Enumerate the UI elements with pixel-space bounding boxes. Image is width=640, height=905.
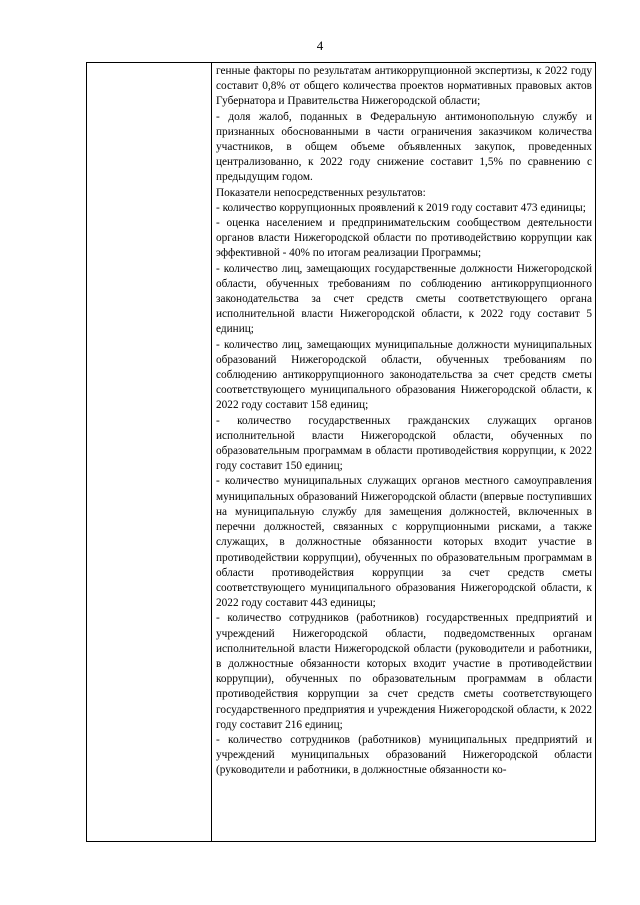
- paragraph: - количество муниципальных служащих органов местного самоуправления муниципальных образований Нижегородской области (впервые поступивших на муниципальную службу для замещения должностей, включенных в перечни должностей, связанных с коррупционными рисками, а также служащих, в должностные обязанности которых входит участие в противодействии коррупции), обученных по образовательным программам в области противодействия коррупции за счет средств сметы соответствующего муниципального образования Нижегородской области, к 2022 году составит 443 единицы;: [216, 475, 592, 610]
- paragraph: - количество лиц, замещающих муниципальные должности муниципальных образований Нижегородской области, обученных требованиям по соблюдению антикоррупционного законодательства за счет средств сметы соответствующего муниципального образования Нижегородской области, к 2022 году составит 158 единиц;: [216, 338, 592, 412]
- paragraph: - количество коррупционных проявлений к 2019 году составит 473 единицы;: [216, 201, 586, 214]
- paragraph: - количество лиц, замещающих государственные должности Нижегородской области, обученных требованиям по соблюдению антикоррупционного законодательства за счет средств сметы соответствующего органа исполнительной власти Нижегородской области, к 2022 году составит 5 единиц;: [216, 262, 592, 336]
- paragraph: Показатели непосредственных результатов:: [216, 186, 426, 199]
- paragraph: - оценка населением и предпринимательским сообществом деятельности органов власти Нижегородской области по противодействию коррупции как эффективной - 40% по итогам реализации Программы;: [216, 217, 592, 260]
- paragraph: - количество сотрудников (работников) муниципальных предприятий и учреждений муниципальных образований Нижегородской области (руководители и работники, в должностные обязанности ко-: [216, 733, 592, 777]
- paragraph: генные факторы по результатам антикоррупционной экспертизы, к 2022 году составит 0,8% от общего количества проектов нормативных правовых актов Губернатора и Правительства Нижегородской области;: [216, 65, 592, 108]
- table-right-cell: [212, 63, 595, 841]
- paragraph: - количество сотрудников (работников) государственных предприятий и учреждений Нижегородской области, подведомственных органам исполнительной власти Нижегородской области (руководители и работники, в должностные обязанности которых входит участие в противодействии коррупции), обученных по образовательным программам в области противодействия коррупции за счет средств сметы соответствующего государственного предприятия и учреждения Нижегородской области, к 2022 году составит 216 единиц;: [216, 612, 592, 731]
- paragraph: - доля жалоб, поданных в Федеральную антимонопольную службу и признанных обоснованными в части ограничения заказчиком количества участников, в общем объеме объявленных закупок, проведенных централизованно, к 2022 году снижение составит 1,5% по сравнению с предыдущим годом.: [216, 110, 592, 184]
- paragraph: - количество государственных гражданских служащих органов исполнительной власти Нижегородской области, обученных по образовательным программам в области противодействия коррупции, к 2022 году составит 150 единиц;: [216, 414, 592, 473]
- document-table: [86, 62, 596, 842]
- page-number: 4: [316, 38, 324, 53]
- table-left-cell: [87, 63, 212, 841]
